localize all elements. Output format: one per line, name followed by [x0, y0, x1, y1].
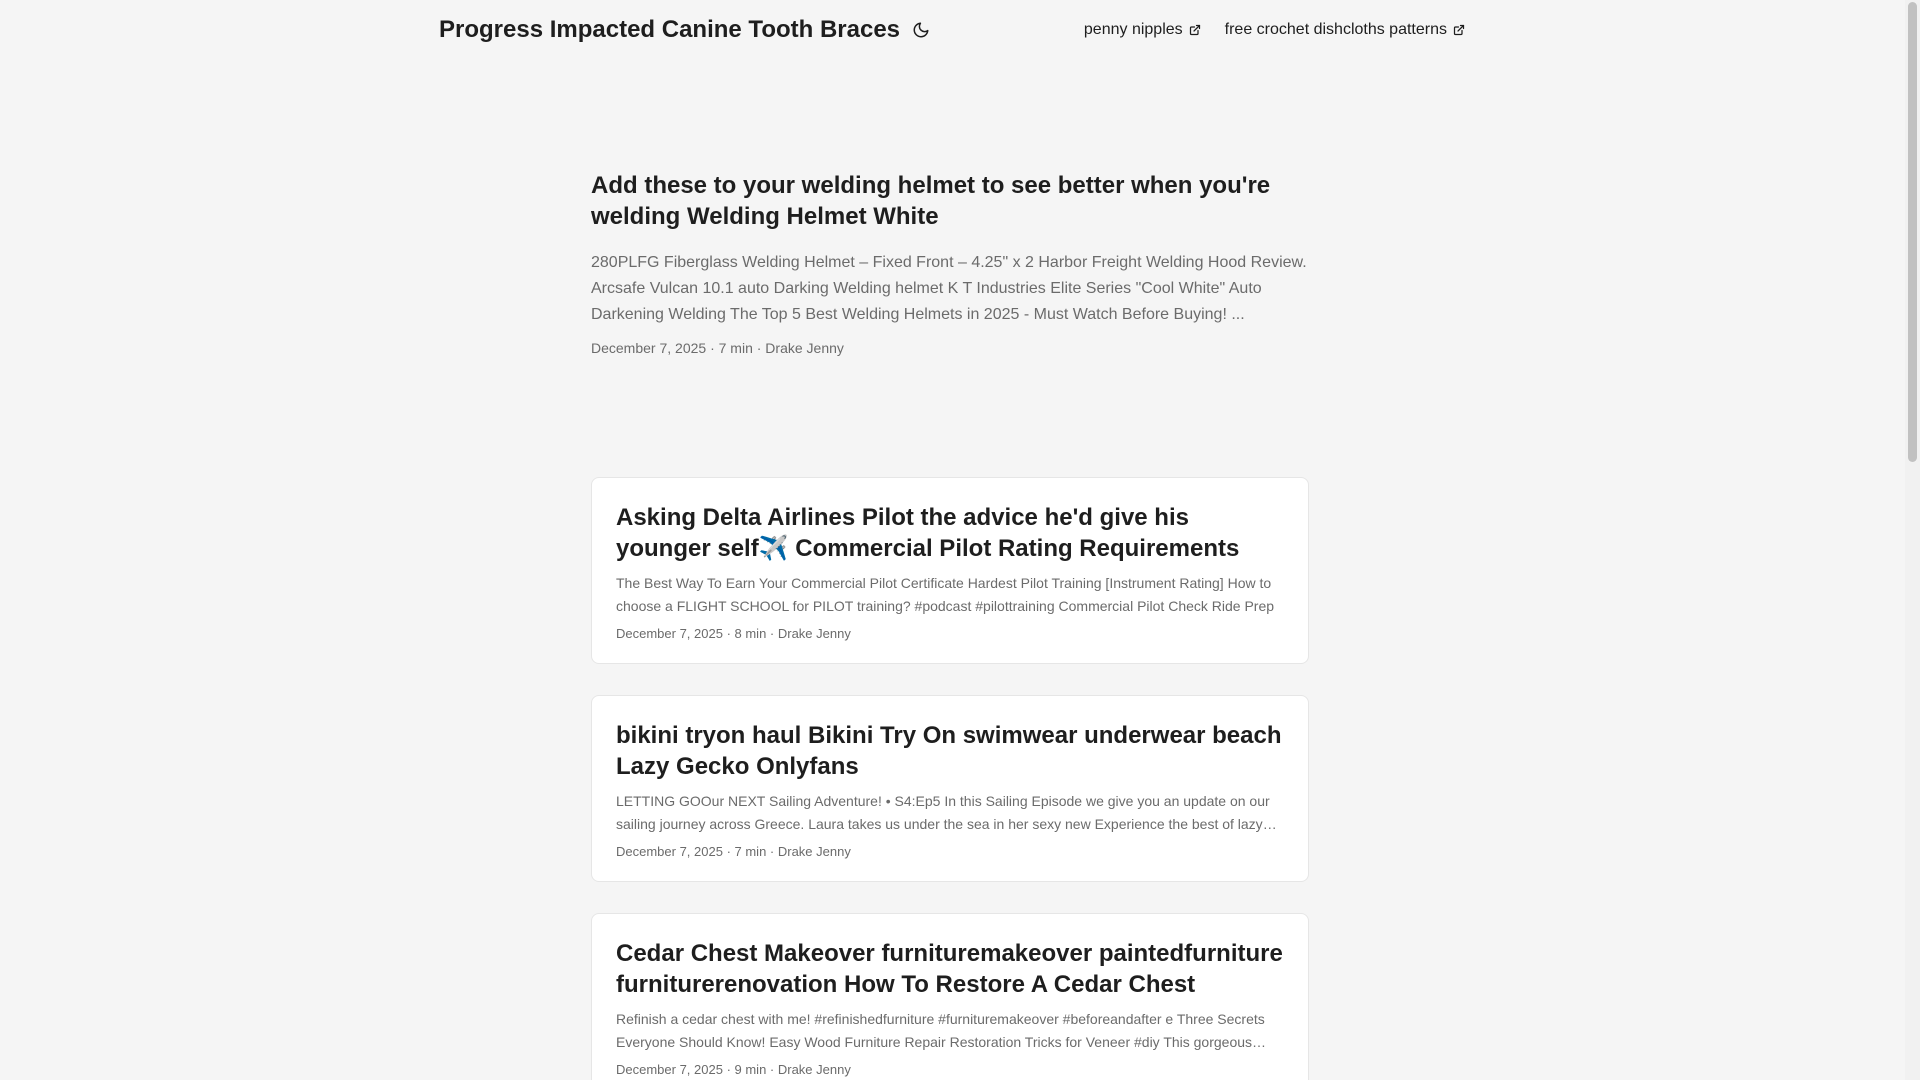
post-title: Cedar Chest Makeover furnituremakeover paintedfurniture furniturerenovation How To Restore A Cedar Chest: [616, 940, 1283, 998]
featured-entry[interactable]: [591, 170, 1311, 356]
post-card[interactable]: [591, 913, 1309, 1080]
post-meta: December 7, 2025 · 9 min · Drake Jenny: [616, 1062, 851, 1077]
post-meta: December 7, 2025 · 8 min · Drake Jenny: [616, 626, 851, 641]
nav-link-free-crochet-dishcloths[interactable]: [1225, 21, 1465, 39]
featured-entry-summary: 280PLFG Fiberglass Welding Helmet – Fixed Front – 4.25" x 2 Harbor Freight Welding Hood Review. Arcsafe Vulcan 10.1 auto Darking Welding helmet K T Industries Elite Series "Cool White" Auto Darkening Welding The Top 5 Best Welding Helmets in 2025 - Must Watch Before Buying! ...: [591, 254, 1307, 323]
nav-link-label: penny nipples: [1083, 21, 1183, 38]
post-meta: December 7, 2025 · 7 min · Drake Jenny: [616, 844, 851, 859]
nav-menu: [1084, 21, 1465, 39]
featured-entry-title: Add these to your welding helmet to see better when you're welding Welding Helmet White: [591, 172, 1271, 230]
moon-icon[interactable]: [910, 19, 932, 41]
external-link-icon: [1453, 24, 1465, 36]
scrollbar-thumb[interactable]: [1908, 2, 1917, 462]
vertical-scrollbar[interactable]: [1905, 0, 1920, 1080]
logo-switches: [439, 16, 932, 44]
nav-link-penny-nipples[interactable]: [1084, 21, 1201, 39]
site-header: [439, 0, 1465, 60]
post-title: Asking Delta Airlines Pilot the advice he'd give his younger self✈️ Commercial Pilot Rating Requirements: [616, 504, 1240, 562]
post-summary: The Best Way To Earn Your Commercial Pilot Certificate Hardest Pilot Training [Instrument Rating] How to choose a FLIGHT SCHOOL for PILOT training? #podcast #pilottraining Commercial Pilot Check Ride Prep: [616, 575, 1275, 614]
post-summary: LETTING GOOur NEXT Sailing Adventure! • S4:Ep5 In this Sailing Episode we give you an update on our sailing journey across Greece. Laura takes us under the sea in her sexy new Experience the best of lazy: [616, 793, 1270, 832]
post-title: bikini tryon haul Bikini Try On swimwear underwear beach Lazy Gecko Onlyfans: [616, 722, 1282, 780]
post-summary: Refinish a cedar chest with me! #refinishedfurniture #furnituremakeover #beforeandafter e Three Secrets Everyone Should Know! Easy Wood Furniture Repair Restoration Tricks for Veneer #diy This gorgeous: [616, 1011, 1265, 1050]
post-card[interactable]: [591, 477, 1309, 664]
external-link-icon: [1189, 24, 1201, 36]
site-title-link[interactable]: Progress Impacted Canine Tooth Braces: [439, 16, 901, 43]
post-card[interactable]: [591, 695, 1309, 882]
featured-entry-meta: December 7, 2025 · 7 min · Drake Jenny: [591, 340, 844, 356]
nav-link-label: free crochet dishcloths patterns: [1224, 21, 1447, 38]
